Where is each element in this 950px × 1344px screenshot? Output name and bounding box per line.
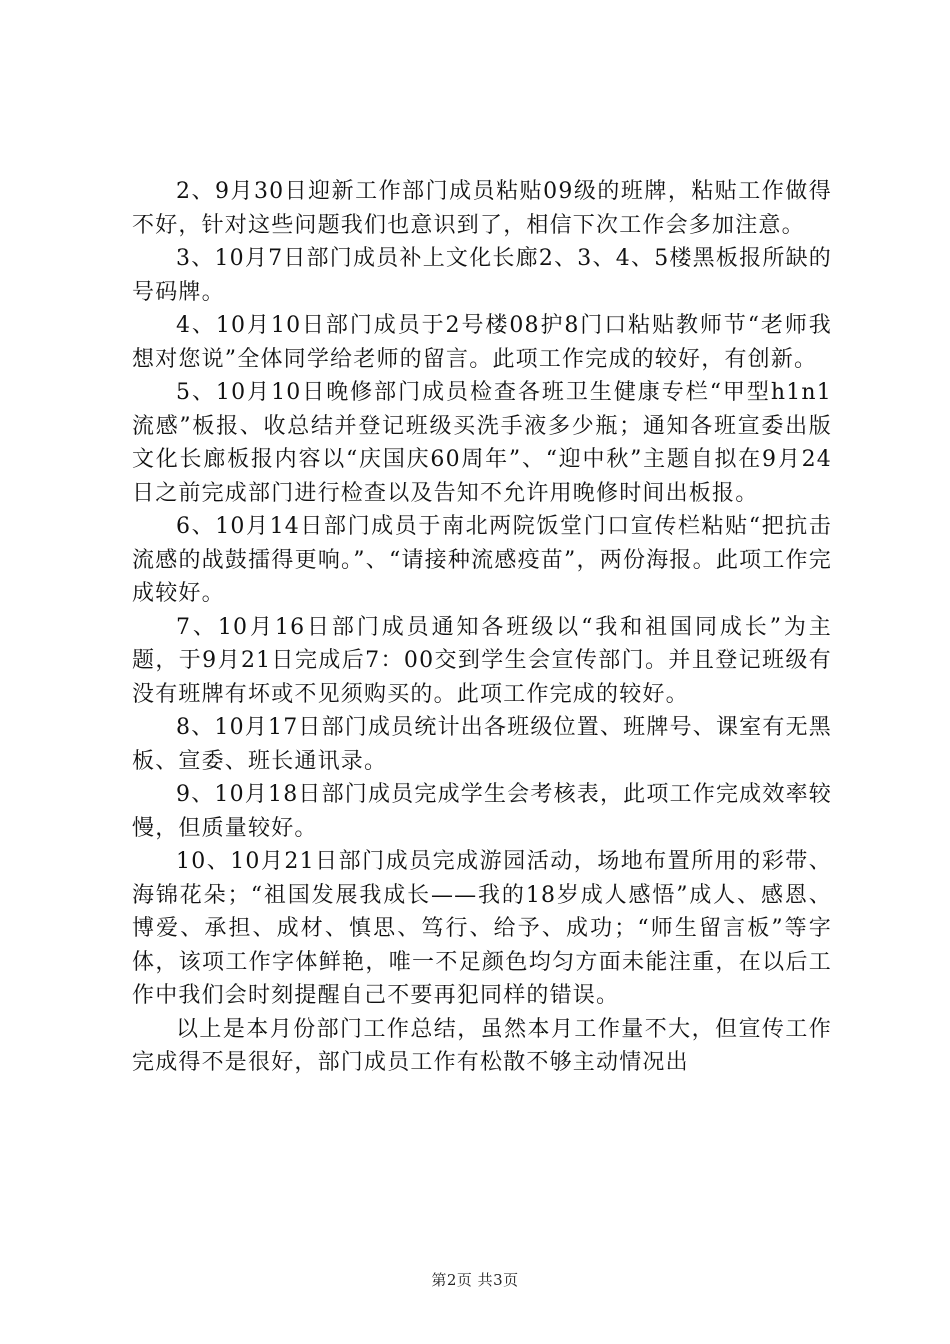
- paragraph-item-6: 6、10月14日部门成员于南北两院饭堂门口宣传栏粘贴“把抗击流感的战鼓擂得更响。”、“请接种流感疫苗”，两份海报。此项工作完成较好。: [132, 514, 832, 606]
- paragraph-summary: 以上是本月份部门工作总结，虽然本月工作量不大，但宣传工作完成得不是很好，部门成员工作有松散不够主动情况出: [132, 1016, 832, 1075]
- paragraph-item-2: 2、9月30日迎新工作部门成员粘贴09级的班牌，粘贴工作做得不好，针对这些问题我们也意识到了，相信下次工作会多加注意。: [132, 179, 832, 238]
- paragraph-item-10: 10、10月21日部门成员完成游园活动，场地布置所用的彩带、海锦花朵；“祖国发展我成长——我的18岁成人感悟”成人、感恩、博爱、承担、成材、慎思、笃行、给予、成功；“师生留言板”等字体，该项工作字体鲜艳，唯一不足颜色均匀方面未能注重，在以后工作中我们会时刻提醒自己不要再犯同样的错误。: [132, 849, 832, 1008]
- paragraph-item-9: 9、10月18日部门成员完成学生会考核表，此项工作完成效率较慢，但质量较好。: [132, 782, 832, 841]
- paragraph-item-8: 8、10月17日部门成员统计出各班级位置、班牌号、课室有无黑板、宣委、班长通讯录。: [132, 715, 832, 774]
- page-number-footer: 第2页 共3页: [431, 1271, 519, 1289]
- document-body: [132, 175, 832, 1080]
- paragraph-item-4: 4、10月10日部门成员于2号楼08护8门口粘贴教师节“老师我想对您说”全体同学给老师的留言。此项工作完成的较好，有创新。: [132, 313, 832, 372]
- paragraph-item-5: 5、10月10日晚修部门成员检查各班卫生健康专栏“甲型h1n1流感”板报、收总结并登记班级买洗手液多少瓶；通知各班宣委出版文化长廊板报内容以“庆国庆60周年”、“迎中秋”主题自拟在9月24日之前完成部门进行检查以及告知不允许用晚修时间出板报。: [132, 380, 832, 506]
- paragraph-item-7: 7、10月16日部门成员通知各班级以“我和祖国同成长”为主题，于9月21日完成后7：00交到学生会宣传部门。并且登记班级有没有班牌有坏或不见须购买的。此项工作完成的较好。: [132, 614, 832, 707]
- paragraph-item-3: 3、10月7日部门成员补上文化长廊2、3、4、5楼黑板报所缺的号码牌。: [132, 246, 832, 305]
